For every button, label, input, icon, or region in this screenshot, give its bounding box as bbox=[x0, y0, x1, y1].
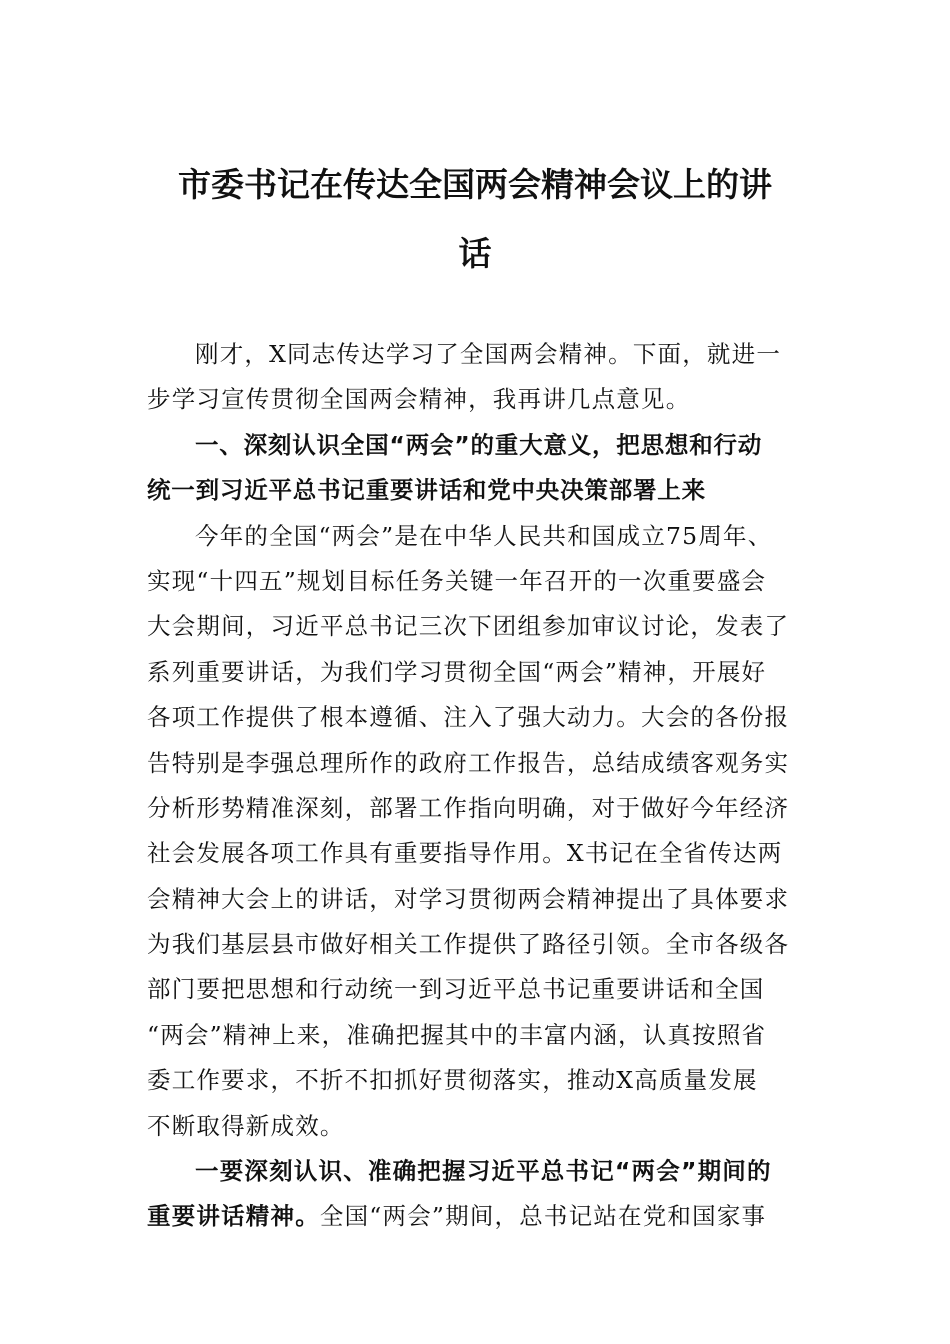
document-title-line-2: 话 bbox=[458, 234, 492, 273]
paragraph-line: 委工作要求，不折不扣抓好贯彻落实，推动X高质量发展 bbox=[147, 1066, 758, 1095]
paragraph-line: 为我们基层县市做好相关工作提供了路径引领。全市各级各 bbox=[147, 930, 790, 959]
paragraph-line: 社会发展各项工作具有重要指导作用。X书记在全省传达两 bbox=[147, 839, 783, 868]
document-body bbox=[147, 332, 817, 1240]
bold-lead-line: 一要深刻认识、准确把握习近平总书记“两会”期间的 bbox=[195, 1157, 772, 1186]
mixed-line bbox=[147, 1194, 817, 1239]
paragraph-line: “两会”精神上来，准确把握其中的丰富内涵，认真按照省 bbox=[147, 1020, 767, 1049]
section-heading-line: 一、深刻认识全国“两会”的重大意义，把思想和行动 bbox=[195, 430, 763, 459]
paragraph-line: 部门要把思想和行动统一到习近平总书记重要讲话和全国 bbox=[147, 975, 765, 1004]
paragraph-line: 不断取得新成效。 bbox=[147, 1111, 345, 1140]
paragraph-line: 实现“十四五”规划目标任务关键一年召开的一次重要盛会 bbox=[147, 566, 767, 595]
paragraph-line: 大会期间，习近平总书记三次下团组参加审议讨论，发表了 bbox=[147, 612, 790, 641]
paragraph-line: 刚才，X同志传达学习了全国两会精神。下面，就进一 bbox=[195, 340, 782, 368]
bold-lead-text: 重要讲话精神。 bbox=[147, 1202, 320, 1231]
paragraph-text: 全国“两会”期间，总书记站在党和国家事 bbox=[319, 1202, 767, 1231]
paragraph-line: 各项工作提供了根本遵循、注入了强大动力。大会的各份报 bbox=[147, 703, 790, 732]
section-heading-line: 统一到习近平总书记重要讲话和党中央决策部署上来 bbox=[147, 476, 706, 505]
paragraph-line: 今年的全国“两会”是在中华人民共和国成立75周年、 bbox=[195, 521, 773, 550]
paragraph-line: 系列重要讲话，为我们学习贯彻全国“两会”精神，开展好 bbox=[147, 657, 767, 686]
paragraph-line: 会精神大会上的讲话，对学习贯彻两会精神提出了具体要求 bbox=[147, 884, 790, 913]
paragraph-line: 分析形势精准深刻，部署工作指向明确，对于做好今年经济 bbox=[147, 793, 790, 822]
paragraph-line: 告特别是李强总理所作的政府工作报告，总结成绩客观务实 bbox=[147, 748, 790, 777]
paragraph-line: 步学习宣传贯彻全国两会精神，我再讲几点意见。 bbox=[147, 385, 691, 414]
document-title-line-1: 市委书记在传达全国两会精神会议上的讲 bbox=[178, 165, 772, 204]
